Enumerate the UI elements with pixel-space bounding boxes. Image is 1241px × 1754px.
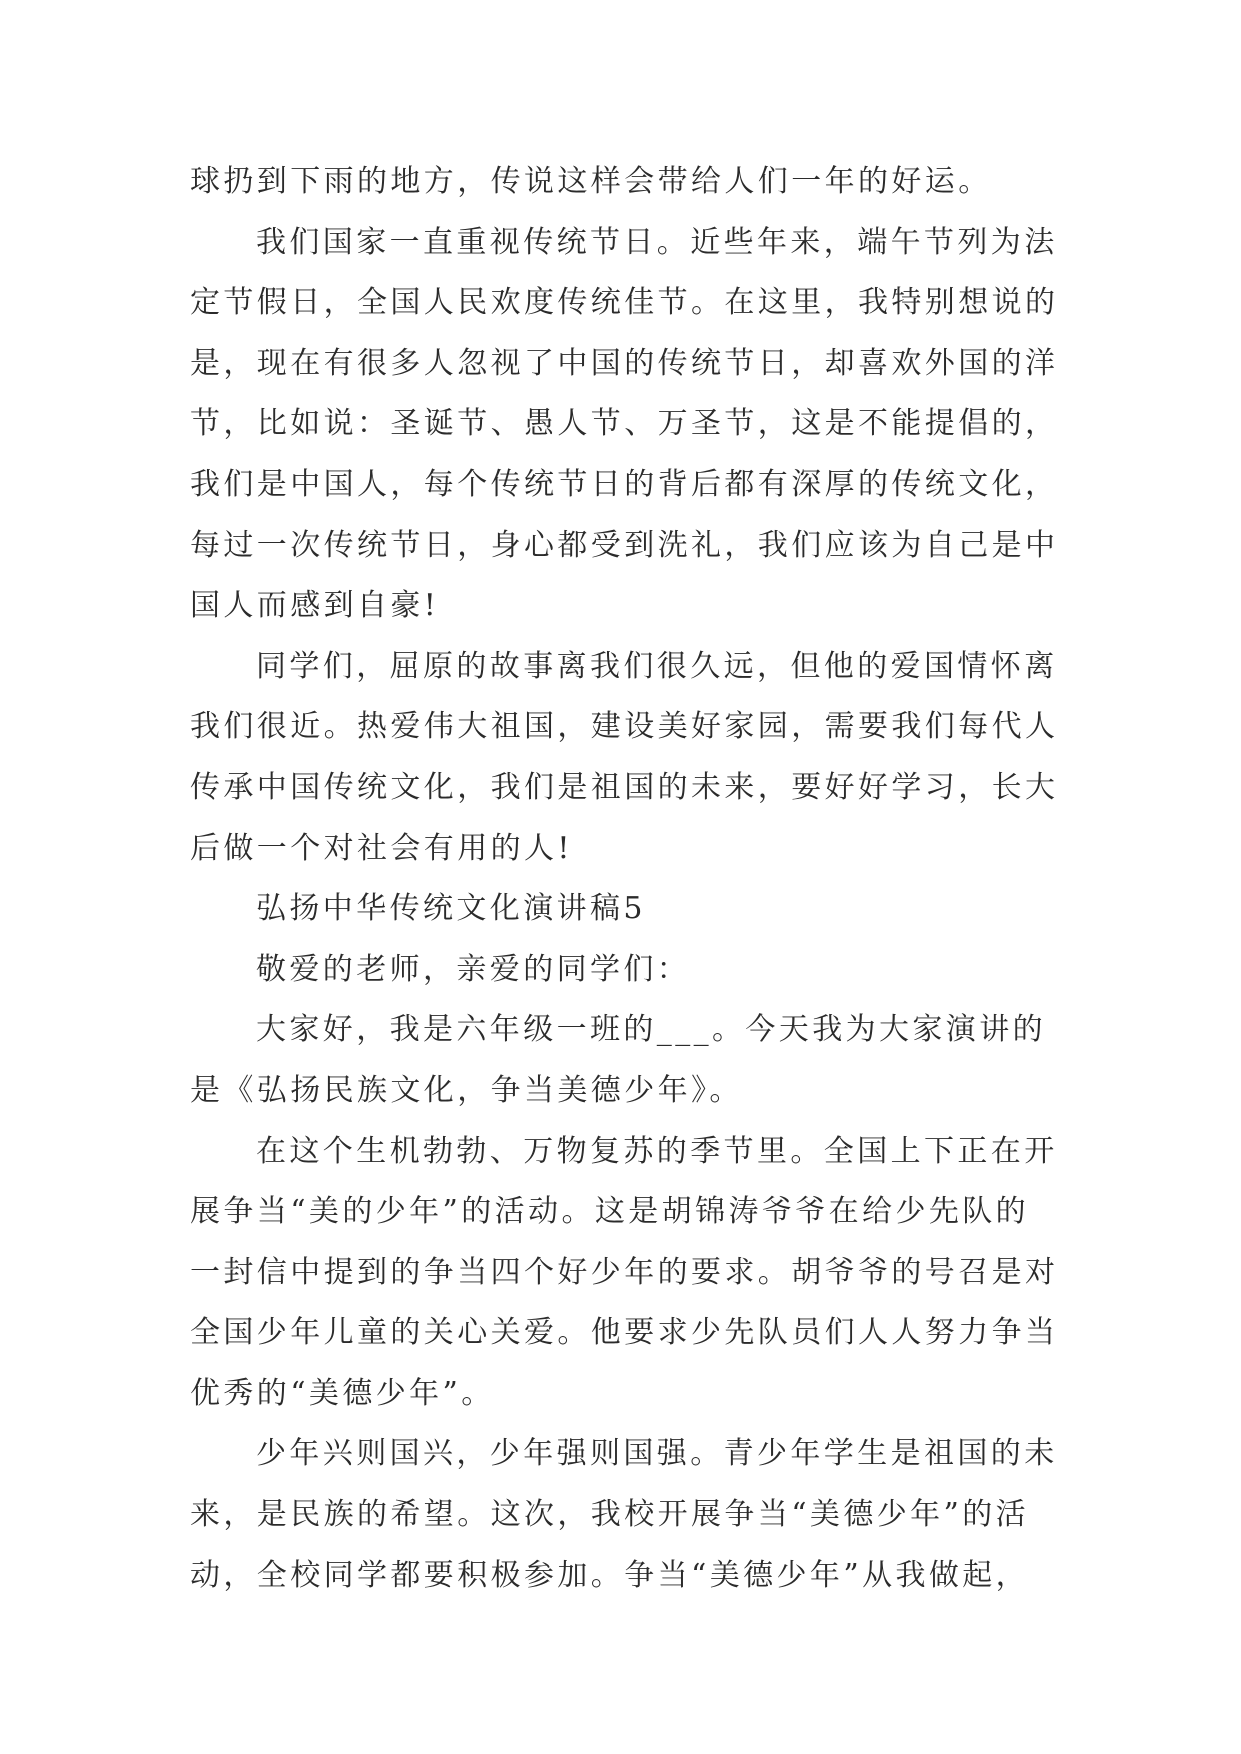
text-line: 展争当“美的少年”的活动。这是胡锦涛爷爷在给少先队的 bbox=[190, 1194, 1030, 1230]
text-line: 球扔到下雨的地方，传说这样会带给人们一年的好运。 bbox=[190, 164, 992, 199]
paragraph-start-line: 大家好，我是六年级一班的___。今天我为大家演讲的 bbox=[256, 1012, 1046, 1048]
greeting-line: 敬爱的老师，亲爱的同学们： bbox=[256, 951, 691, 987]
section-heading: 弘扬中华传统文化演讲稿5 bbox=[256, 891, 646, 927]
paragraph-start-line: 少年兴则国兴，少年强则国强。青少年学生是祖国的未 bbox=[256, 1436, 1058, 1472]
paragraph-start-line: 我们国家一直重视传统节日。近些年来，端午节列为法 bbox=[256, 224, 1058, 260]
text-line: 每过一次传统节日，身心都受到洗礼，我们应该为自己是中 bbox=[190, 527, 1059, 563]
text-line: 节，比如说：圣诞节、愚人节、万圣节，这是不能提倡的， bbox=[190, 406, 1059, 442]
text-line: 动，全校同学都要积极参加。争当“美德少年”从我做起， bbox=[190, 1557, 1030, 1593]
text-line: 来，是民族的希望。这次，我校开展争当“美德少年”的活 bbox=[190, 1497, 1030, 1533]
text-line: 是，现在有很多人忽视了中国的传统节日，却喜欢外国的洋 bbox=[190, 345, 1059, 381]
paragraph-start-line: 在这个生机勃勃、万物复苏的季节里。全国上下正在开 bbox=[256, 1133, 1058, 1169]
text-line: 一封信中提到的争当四个好少年的要求。胡爷爷的号召是对 bbox=[190, 1254, 1059, 1290]
text-line: 定节假日，全国人民欢度传统佳节。在这里，我特别想说的 bbox=[190, 285, 1059, 321]
paragraph-start-line: 同学们，屈原的故事离我们很久远，但他的爱国情怀离 bbox=[256, 648, 1058, 684]
text-line: 我们很近。热爱伟大祖国，建设美好家园，需要我们每代人 bbox=[190, 709, 1059, 745]
text-line: 是《弘扬民族文化，争当美德少年》。 bbox=[190, 1072, 743, 1108]
text-line: 国人而感到自豪! bbox=[190, 588, 440, 624]
body-text bbox=[190, 152, 1070, 1606]
text-line: 后做一个对社会有用的人! bbox=[190, 830, 573, 866]
text-line: 全国少年儿童的关心关爱。他要求少先队员们人人努力争当 bbox=[190, 1315, 1059, 1351]
text-line: 传承中国传统文化，我们是祖国的未来，要好好学习，长大 bbox=[190, 769, 1059, 805]
text-line: 我们是中国人，每个传统节日的背后都有深厚的传统文化， bbox=[190, 466, 1059, 502]
text-line: 优秀的“美德少年”。 bbox=[190, 1375, 495, 1411]
